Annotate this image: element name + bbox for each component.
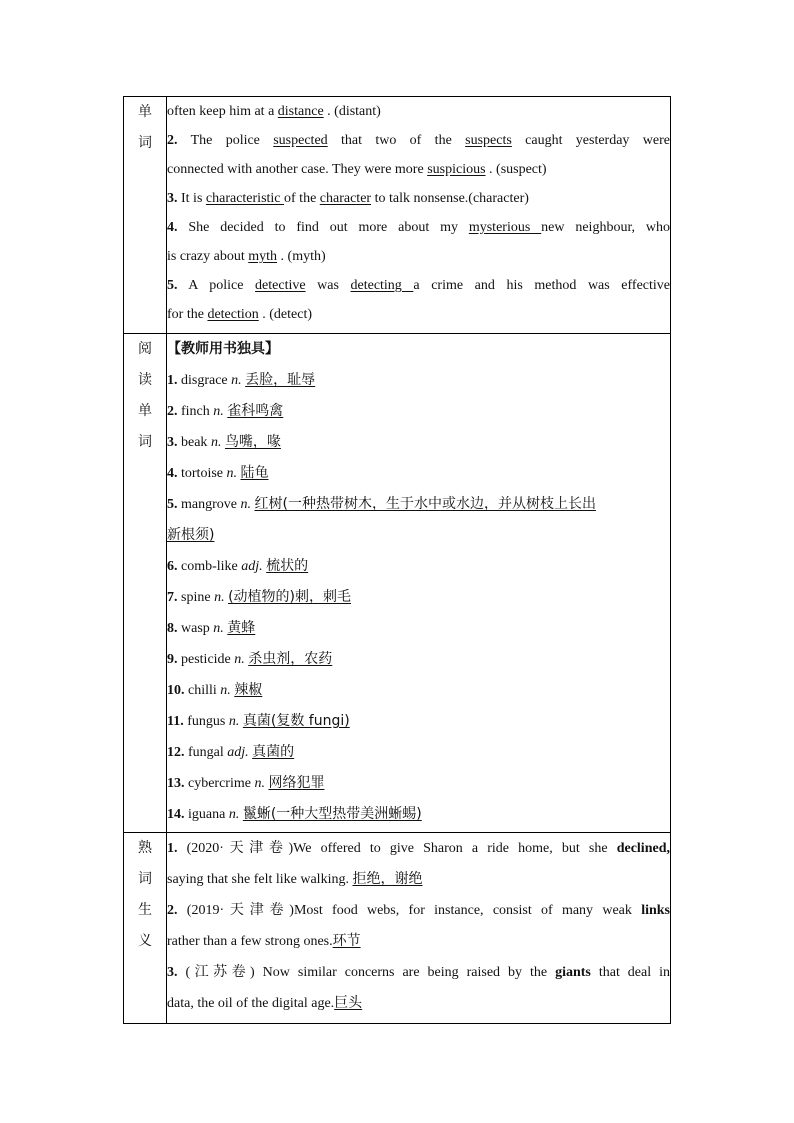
reading-item xyxy=(167,675,670,706)
section-familiar xyxy=(124,833,671,1024)
text: She decided to find out more about my xyxy=(177,220,469,235)
word: beak xyxy=(177,435,211,450)
text: often keep him at a xyxy=(167,104,278,119)
answer: distance xyxy=(277,104,324,119)
reading-item xyxy=(167,551,670,582)
part-of-speech: n. xyxy=(254,776,265,791)
text: is crazy about xyxy=(167,249,249,264)
part-of-speech: n. xyxy=(226,466,237,481)
word: fungal xyxy=(184,745,228,760)
reading-item xyxy=(167,458,670,489)
reading-item xyxy=(167,613,670,644)
answer: characteristic xyxy=(205,191,285,206)
section-reading xyxy=(124,334,671,833)
part-of-speech: adj. xyxy=(227,745,249,760)
label-char: 词 xyxy=(138,135,152,151)
word: iguana xyxy=(184,807,229,822)
text: We offered to give Sharon a ride home, but she xyxy=(293,841,617,856)
word: wasp xyxy=(177,621,214,636)
answer: detecting xyxy=(350,278,414,293)
word: pesticide xyxy=(177,652,235,667)
reading-item-continued xyxy=(167,520,670,551)
answer: suspected xyxy=(273,133,328,148)
part-of-speech: n. xyxy=(234,652,245,667)
meaning: 真菌的 xyxy=(252,744,295,760)
text: . (detect) xyxy=(258,307,312,322)
word: comb-like xyxy=(177,559,242,574)
teacher-book-header: 【教师用书独具】 xyxy=(167,341,279,357)
word: cybercrime xyxy=(184,776,255,791)
answer: myth xyxy=(248,249,278,264)
part-of-speech: n. xyxy=(213,404,224,419)
label-char: 生 xyxy=(138,902,152,918)
sentence-line xyxy=(167,895,670,926)
item-number: 7. xyxy=(167,590,178,605)
reading-item xyxy=(167,396,670,427)
keyword: giants xyxy=(555,965,591,980)
section-content-familiar xyxy=(167,833,671,1024)
vocabulary-table xyxy=(123,96,671,1024)
label-char: 词 xyxy=(138,434,152,450)
label-char: 单 xyxy=(138,403,152,419)
word-line xyxy=(167,271,670,300)
word-line xyxy=(167,97,670,126)
sentence-line xyxy=(167,833,670,864)
meaning: 陆龟 xyxy=(240,465,269,481)
answer: detective xyxy=(255,278,306,293)
source: (2020·天津卷) xyxy=(177,841,294,856)
reading-item xyxy=(167,489,670,520)
answer: suspicious xyxy=(427,162,486,177)
part-of-speech: n. xyxy=(220,683,231,698)
item-number: 10. xyxy=(167,683,185,698)
meaning: 拒绝，谢绝 xyxy=(352,871,423,887)
answer: detection xyxy=(207,307,259,322)
part-of-speech: n. xyxy=(210,435,222,450)
reading-item xyxy=(167,768,670,799)
word-line xyxy=(167,155,670,184)
source: (江苏卷) xyxy=(177,965,255,980)
reading-list xyxy=(167,365,670,830)
meaning: 辣椒 xyxy=(234,682,263,698)
text: . (distant) xyxy=(323,104,381,119)
sentence-line xyxy=(167,988,670,1019)
word: tortoise xyxy=(177,466,227,481)
sentence-line xyxy=(167,864,670,895)
section-label-words xyxy=(124,97,167,334)
section-label-reading xyxy=(124,334,167,833)
item-number: 2. xyxy=(167,133,178,148)
text: caught yesterday were xyxy=(511,133,670,148)
item-number: 8. xyxy=(167,621,178,636)
item-number: 5. xyxy=(167,278,178,293)
word-line xyxy=(167,126,670,155)
label-char: 义 xyxy=(138,933,152,949)
meaning: 真菌(复数 fungi) xyxy=(242,713,350,729)
word: spine xyxy=(177,590,215,605)
text: was xyxy=(305,278,351,293)
answer: character xyxy=(319,191,372,206)
sentence-line xyxy=(167,926,670,957)
text: that deal in xyxy=(590,965,670,980)
text: A police xyxy=(177,278,256,293)
text: to talk nonsense.(character) xyxy=(371,191,529,206)
item-number: 5. xyxy=(167,497,178,512)
text: a crime and his method was effective xyxy=(413,278,670,293)
item-number: 4. xyxy=(167,220,178,235)
reading-item xyxy=(167,427,670,458)
label-char: 熟 xyxy=(138,840,152,856)
item-number: 1. xyxy=(167,373,178,388)
part-of-speech: n. xyxy=(228,714,240,729)
text: . (suspect) xyxy=(485,162,547,177)
word-line xyxy=(167,213,670,242)
part-of-speech: n. xyxy=(228,807,240,822)
meaning: 丢脸，耻辱 xyxy=(245,372,316,388)
meaning: 环节 xyxy=(332,933,361,949)
meaning: 杀虫剂，农药 xyxy=(248,651,333,667)
word: mangrove xyxy=(177,497,241,512)
label-char: 阅 xyxy=(138,341,152,357)
item-number: 12. xyxy=(167,745,185,760)
meaning: 巨头 xyxy=(334,995,363,1011)
reading-item xyxy=(167,737,670,768)
text: saying that she felt like walking. xyxy=(167,872,353,887)
text: of the xyxy=(284,191,320,206)
item-number: 2. xyxy=(167,903,178,918)
item-number: 4. xyxy=(167,466,178,481)
item-number: 13. xyxy=(167,776,185,791)
reading-item xyxy=(167,365,670,396)
text: It is xyxy=(177,191,206,206)
item-number: 3. xyxy=(167,435,178,450)
section-words xyxy=(124,97,671,334)
item-number: 11. xyxy=(167,714,184,729)
part-of-speech: n. xyxy=(231,373,242,388)
word: finch xyxy=(177,404,214,419)
text: Now similar concerns are being raised by the xyxy=(254,965,556,980)
text: rather than a few strong ones. xyxy=(167,934,333,949)
word: fungus xyxy=(183,714,229,729)
item-number: 6. xyxy=(167,559,178,574)
answer: mysterious xyxy=(468,220,542,235)
part-of-speech: adj. xyxy=(241,559,263,574)
meaning: 鬣蜥(一种大型热带美洲蜥蜴) xyxy=(242,806,422,822)
text: that two of the xyxy=(327,133,466,148)
part-of-speech: n. xyxy=(213,621,224,636)
reading-item xyxy=(167,799,670,830)
text: for the xyxy=(167,307,208,322)
source: (2019·天津卷) xyxy=(177,903,294,918)
text: data, the oil of the digital age. xyxy=(167,996,335,1011)
reading-item xyxy=(167,644,670,675)
text: The police xyxy=(177,133,274,148)
text: connected with another case. They were more xyxy=(167,162,428,177)
part-of-speech: n. xyxy=(214,590,225,605)
answer: suspects xyxy=(465,133,512,148)
reading-item xyxy=(167,706,670,737)
meaning: 雀科鸣禽 xyxy=(227,403,284,419)
word-line xyxy=(167,300,670,329)
reading-item xyxy=(167,582,670,613)
label-char: 读 xyxy=(138,372,152,388)
part-of-speech: n. xyxy=(240,497,251,512)
word-line xyxy=(167,184,670,213)
meaning: 网络犯罪 xyxy=(268,775,325,791)
section-label-familiar xyxy=(124,833,167,1024)
section-content-words xyxy=(167,97,671,334)
sentence-line xyxy=(167,957,670,988)
meaning: 新根须) xyxy=(167,527,215,543)
keyword: declined, xyxy=(616,841,670,856)
item-number: 14. xyxy=(167,807,185,822)
item-number: 3. xyxy=(167,191,178,206)
word-line xyxy=(167,242,670,271)
keyword: links xyxy=(641,903,670,918)
item-number: 3. xyxy=(167,965,178,980)
text: Most food webs, for instance, consist of many weak xyxy=(293,903,642,918)
section-content-reading xyxy=(167,334,671,833)
label-char: 词 xyxy=(138,871,152,887)
text: . (myth) xyxy=(277,249,326,264)
meaning: 梳状的 xyxy=(266,558,309,574)
meaning: 红树(一种热带树木，生于水中或水边，并从树枝上长出 xyxy=(254,496,596,512)
meaning: (动植物的)刺，刺毛 xyxy=(228,589,351,605)
word: disgrace xyxy=(177,373,232,388)
label-char: 单 xyxy=(138,104,152,120)
text: new neighbour, who xyxy=(541,220,670,235)
word: chilli xyxy=(184,683,221,698)
item-number: 2. xyxy=(167,404,178,419)
meaning: 鸟嘴，喙 xyxy=(224,434,281,450)
item-number: 1. xyxy=(167,841,178,856)
item-number: 9. xyxy=(167,652,178,667)
meaning: 黄蜂 xyxy=(227,620,256,636)
